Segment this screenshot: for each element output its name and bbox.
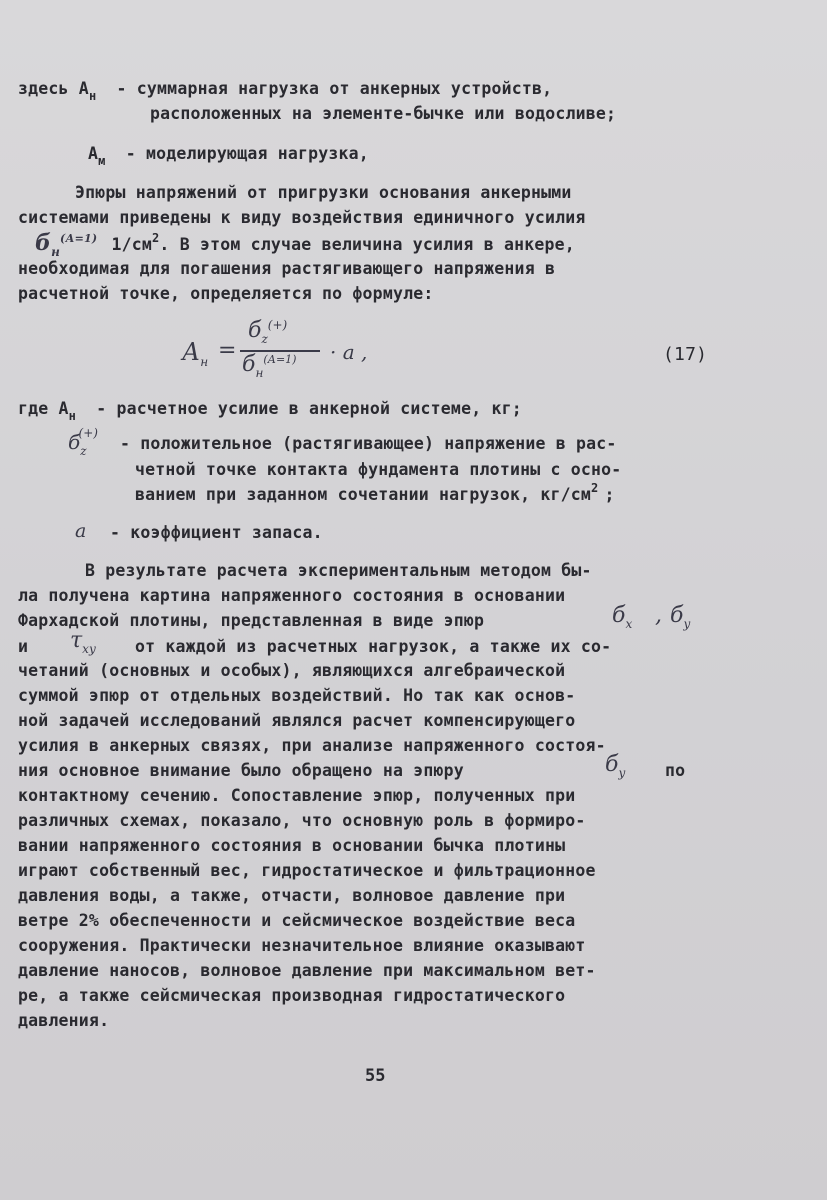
p2-line-10: контактному сечению. Сопоставление эпюр, полученных при: [18, 786, 576, 805]
p2-line-18: ре, а также сейсмическая производная гидростатического: [18, 986, 566, 1005]
sigma-z-line-1: - положительное (растягивающее) напряжение в рас-: [120, 434, 617, 453]
sigma-y-symbol: $б_y$: [670, 603, 691, 631]
p2-line-5: четаний (основных и особых), являющихся алгебраической: [18, 661, 566, 680]
sigma-y-epure-symbol: $б_y$: [605, 752, 626, 780]
p2-line-8: усилия в анкерных связях, при анализе напряженного состоя-: [18, 736, 606, 755]
p2-line-3: Фархадской плотины, представленная в виде эпюр: [18, 611, 485, 630]
p2-line-9-end: по: [665, 761, 686, 780]
p2-line-6: суммой эпюр от отдельных воздействий. Но так как основ-: [18, 686, 576, 705]
formula-denominator: $б_н^{(А=1)}$: [242, 352, 297, 380]
sigma-z-line-3: ванием при заданном сочетании нагрузок, $кг/см^2$ ;: [135, 481, 615, 504]
sigma-x-symbol: $б_x$: [612, 603, 633, 631]
p2-line-4: от каждой из расчетных нагрузок, а также их со-: [135, 637, 612, 656]
comma-mark: ,: [655, 603, 662, 628]
p2-line-14: давления воды, а также, отчасти, волновое давление при: [18, 886, 566, 905]
tau-xy-symbol: $\tau_{xy}$: [70, 628, 96, 656]
p2-line-4-and: и: [18, 637, 29, 656]
p2-line-13: играют собственный вес, гидростатическое и фильтрационное: [18, 861, 596, 880]
p2-line-12: вании напряженного состояния в основании бычка плотины: [18, 836, 566, 855]
p2-line-1: В результате расчета экспериментальным методом бы-: [85, 561, 592, 580]
p2-line-17: давление наносов, волновое давление при максимальном вет-: [18, 961, 596, 980]
page-number: 55: [365, 1066, 386, 1086]
am-definition: $А_м$ - моделирующая нагрузка,: [88, 144, 369, 168]
formula-mult: · a ,: [330, 340, 368, 364]
formula-numerator: $б_z^{(+)}$: [248, 318, 288, 346]
intro-line-2: расположенных на элементе-бычке или водосливе;: [150, 104, 617, 123]
p2-line-11: различных схемах, показало, что основную роль в формиро-: [18, 811, 586, 830]
para1-line-5: расчетной точке, определяется по формуле:: [18, 284, 434, 303]
para1-line-3: $б_н^{(А=1)}$ $1/см^2$. В этом случае величина усилия в анкере,: [35, 230, 575, 259]
para1-line-4: необходимая для погашения растягивающего напряжения в: [18, 259, 556, 278]
formula-lhs: $А_н$: [182, 338, 209, 369]
p2-line-2: ла получена картина напряженного состояния в основании: [18, 586, 566, 605]
intro-line-1: здесь $А_н$ - суммарная нагрузка от анкерных устройств,: [18, 79, 553, 103]
p2-line-9: ния основное внимание было обращено на эпюру: [18, 761, 464, 780]
formula-number: (17): [663, 344, 708, 365]
formula-eq: =: [218, 338, 237, 363]
p2-line-7: ной задачей исследований являлся расчет компенсирующего: [18, 711, 576, 730]
p2-line-15: ветре 2% обеспеченности и сейсмическое воздействие веса: [18, 911, 576, 930]
p2-line-19: давления.: [18, 1011, 110, 1030]
a-symbol: a: [75, 520, 87, 542]
para1-line-1: Эпюры напряжений от пригрузки основания анкерными: [75, 183, 572, 202]
where-an: где $А_н$ - расчетное усилие в анкерной системе, кг;: [18, 399, 522, 423]
p2-line-16: сооружения. Практически незначительное влияние оказывают: [18, 936, 586, 955]
para1-line-2: системами приведены к виду воздействия единичного усилия: [18, 208, 586, 227]
sigma-unit-symbol: $б_н^{(А=1)}$: [35, 230, 98, 259]
sigma-z-symbol: $б_z^{(+)}$: [68, 426, 98, 458]
a-definition: - коэффициент запаса.: [110, 523, 323, 542]
sigma-z-line-2: четной точке контакта фундамента плотины с осно-: [135, 460, 622, 479]
